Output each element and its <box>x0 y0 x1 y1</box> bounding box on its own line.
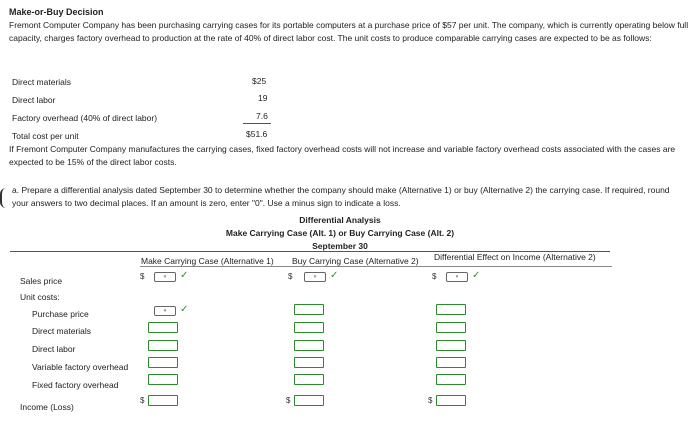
cost-label-factory-overhead: Factory overhead (40% of direct labor) <box>12 113 158 123</box>
row-label-variable-overhead: Variable factory overhead <box>32 362 129 372</box>
cost-label-total: Total cost per unit <box>12 131 79 141</box>
purchase-price-differential-input[interactable] <box>436 304 466 315</box>
sales-price-differential-dropdown[interactable]: ▾ <box>446 272 468 282</box>
row-label-unit-costs: Unit costs: <box>20 292 60 302</box>
question-marker <box>0 188 6 208</box>
dollar-sign: $ <box>428 396 433 405</box>
row-label-direct-labor: Direct labor <box>32 344 76 354</box>
dollar-sign: $ <box>140 272 145 281</box>
analysis-date: September 30 <box>312 241 368 251</box>
row-label-fixed-overhead: Fixed factory overhead <box>32 380 119 390</box>
income-make-input[interactable] <box>148 395 178 406</box>
dollar-sign: $ <box>432 272 437 281</box>
check-icon: ✓ <box>180 304 189 315</box>
row-label-purchase-price: Purchase price <box>32 309 89 319</box>
cost-value-total: $51.6 <box>246 129 268 139</box>
income-differential-input[interactable] <box>436 395 466 406</box>
col-header-buy: Buy Carrying Case (Alternative 2) <box>292 256 419 266</box>
check-icon: ✓ <box>180 270 189 281</box>
direct-labor-differential-input[interactable] <box>436 340 466 351</box>
cost-label-direct-materials: Direct materials <box>12 77 72 87</box>
direct-materials-differential-input[interactable] <box>436 322 466 333</box>
variable-overhead-make-input[interactable] <box>148 374 178 385</box>
cost-value-direct-labor: 19 <box>258 93 268 103</box>
row-label-income-loss: Income (Loss) <box>20 402 74 412</box>
row-label-sales-price: Sales price <box>20 276 63 286</box>
condition-paragraph: If Fremont Computer Company manufactures the carrying cases, fixed factory overhead costs will not increase and variable factory overhead costs associated with the cases are expected to be 15% of the direct labor costs. <box>9 144 676 167</box>
direct-materials-buy-input[interactable] <box>294 322 324 333</box>
direct-labor-buy-input[interactable] <box>294 340 324 351</box>
col-header-make: Make Carrying Case (Alternative 1) <box>141 256 274 266</box>
income-buy-input[interactable] <box>294 395 324 406</box>
variable-overhead-buy-input[interactable] <box>294 357 324 368</box>
column-rule <box>140 266 612 267</box>
col-header-differential: Differential Effect on Income (Alternative 2) <box>434 252 596 262</box>
cost-value-factory-overhead: 7.6 <box>256 111 268 121</box>
total-rule <box>243 123 271 124</box>
dollar-sign: $ <box>288 272 293 281</box>
question-paragraph: a. Prepare a differential analysis dated September 30 to determine whether the company should make (Alternative 1) or buy (Alternative 2) the carrying case. If required, round your answers to two decimal places. If an amount is zero, enter "0". Use a minus sign to indicate a loss. <box>12 185 670 208</box>
fixed-overhead-differential-input[interactable] <box>436 374 466 385</box>
page-title: Make-or-Buy Decision <box>9 7 104 17</box>
intro-paragraph: Fremont Computer Company has been purchasing carrying cases for its portable computers at a purchase price of $57 per unit. The company, which is currently operating below full capacity, charges factory overhead to production at the rate of 40% of direct labor cost. The unit costs to produce comparable carrying cases are expected to be as follows: <box>9 20 689 43</box>
analysis-subheading: Make Carrying Case (Alt. 1) or Buy Carrying Case (Alt. 2) <box>225 228 455 238</box>
direct-labor-make-input[interactable] <box>148 357 178 368</box>
direct-materials-make-input[interactable] <box>148 340 178 351</box>
check-icon: ✓ <box>330 270 339 281</box>
fixed-overhead-buy-input[interactable] <box>294 374 324 385</box>
purchase-price-buy-input[interactable] <box>294 304 324 315</box>
dollar-sign: $ <box>286 396 291 405</box>
row-label-direct-materials: Direct materials <box>32 326 92 336</box>
cost-label-direct-labor: Direct labor <box>12 95 56 105</box>
sales-price-buy-dropdown[interactable]: ▾ <box>304 272 326 282</box>
purchase-price-make-input-b[interactable] <box>148 322 178 333</box>
analysis-heading: Differential Analysis <box>299 215 381 225</box>
sales-price-make-dropdown[interactable]: ▾ <box>154 272 176 282</box>
purchase-price-make-dropdown[interactable]: ▾ <box>154 306 176 316</box>
variable-overhead-differential-input[interactable] <box>436 357 466 368</box>
dollar-sign: $ <box>140 396 145 405</box>
check-icon: ✓ <box>472 270 481 281</box>
cost-value-direct-materials: $25 <box>252 76 267 86</box>
